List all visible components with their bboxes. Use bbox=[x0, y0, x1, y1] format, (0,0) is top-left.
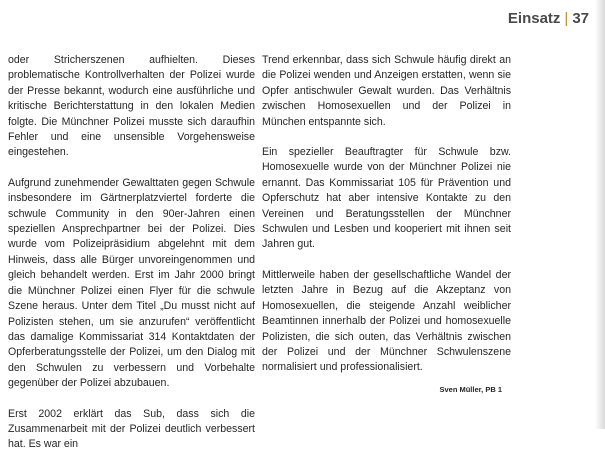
paragraph: Mittlerweile haben der gesellschaftliche Wandel der letzten Jahre in Bezug auf die Akzeptanz von Homosexuellen, die steigende Anzahl weiblicher Beamtinnen innerhalb der Polizei und homosexuelle Polizisten, die sich outen, das Verhältnis zwischen der Polizei und der Münchner Schwulenszene normalisiert und professionalisiert. bbox=[262, 268, 511, 374]
author-credit: Sven Müller, PB 1 bbox=[439, 385, 502, 394]
section-title: Einsatz bbox=[507, 10, 561, 27]
paragraph: Trend erkennbar, dass sich Schwule häufig direkt an die Polizei wenden und Anzeigen erstatten, wenn sie Opfer antischwuler Gewalt wurden. Das Verhältnis zwischen Homosexuellen und der Polizei in München entspannte sich. bbox=[262, 54, 511, 128]
page-number: 37 bbox=[572, 10, 589, 27]
paragraph: Aufgrund zunehmender Gewalttaten gegen Schwule insbesondere im Gärtnerplatzviertel forderte die schwule Community in den 90er-Jahren einen speziellen Ansprechpartner bei der Polizei. Dies wurde vom Polizeipräsidium abgelehnt mit dem Hinweis, dass alle Bürger unvoreingenommen und gleich behandelt werden. Erst im Jahr 2000 bringt die Münchner Polizei einen Flyer für die schwule Szene heraus. Unter dem Titel „Du musst nicht auf Polizisten stehen, um sie anzurufen“ veröffentlicht das damalige Kommissariat 314 Kontaktdaten der Opferberatungsstelle der Polizei, um den Dialog mit den Schwulen zu verbessern und Vorbehalte gegenüber der Polizei abzubauen. bbox=[8, 176, 255, 390]
left-column bbox=[8, 53, 255, 468]
page-header bbox=[508, 10, 589, 27]
header-separator: | bbox=[564, 10, 569, 27]
paragraph: oder Stricherszenen aufhielten. Dieses problematische Kontrollverhalten der Polizei wurde der Presse bekannt, wodurch eine ausführliche und kritische Berichterstattung in den lokalen Medien folgte. Die Münchner Polizei musste sich daraufhin Fehler und eine unsensible Vorgehensweise eingestehen. bbox=[8, 54, 255, 159]
right-column bbox=[262, 53, 511, 391]
paragraph: Ein spezieller Beauftragter für Schwule bzw. Homosexuelle wurde von der Münchner Polizei nie ernannt. Das Kommissariat 105 für Prävention und Opferschutz hat aber intensive Kontakte zu den Vereinen und Beratungsstellen der Münchner Schwulen und Lesben und kooperiert mit ihnen seit Jahren gut. bbox=[262, 146, 511, 251]
paragraph: Erst 2002 erklärt das Sub, dass sich die Zusammenarbeit mit der Polizei deutlich verbessert hat. Es war ein bbox=[8, 407, 255, 451]
page-edge-shadow bbox=[595, 0, 605, 429]
